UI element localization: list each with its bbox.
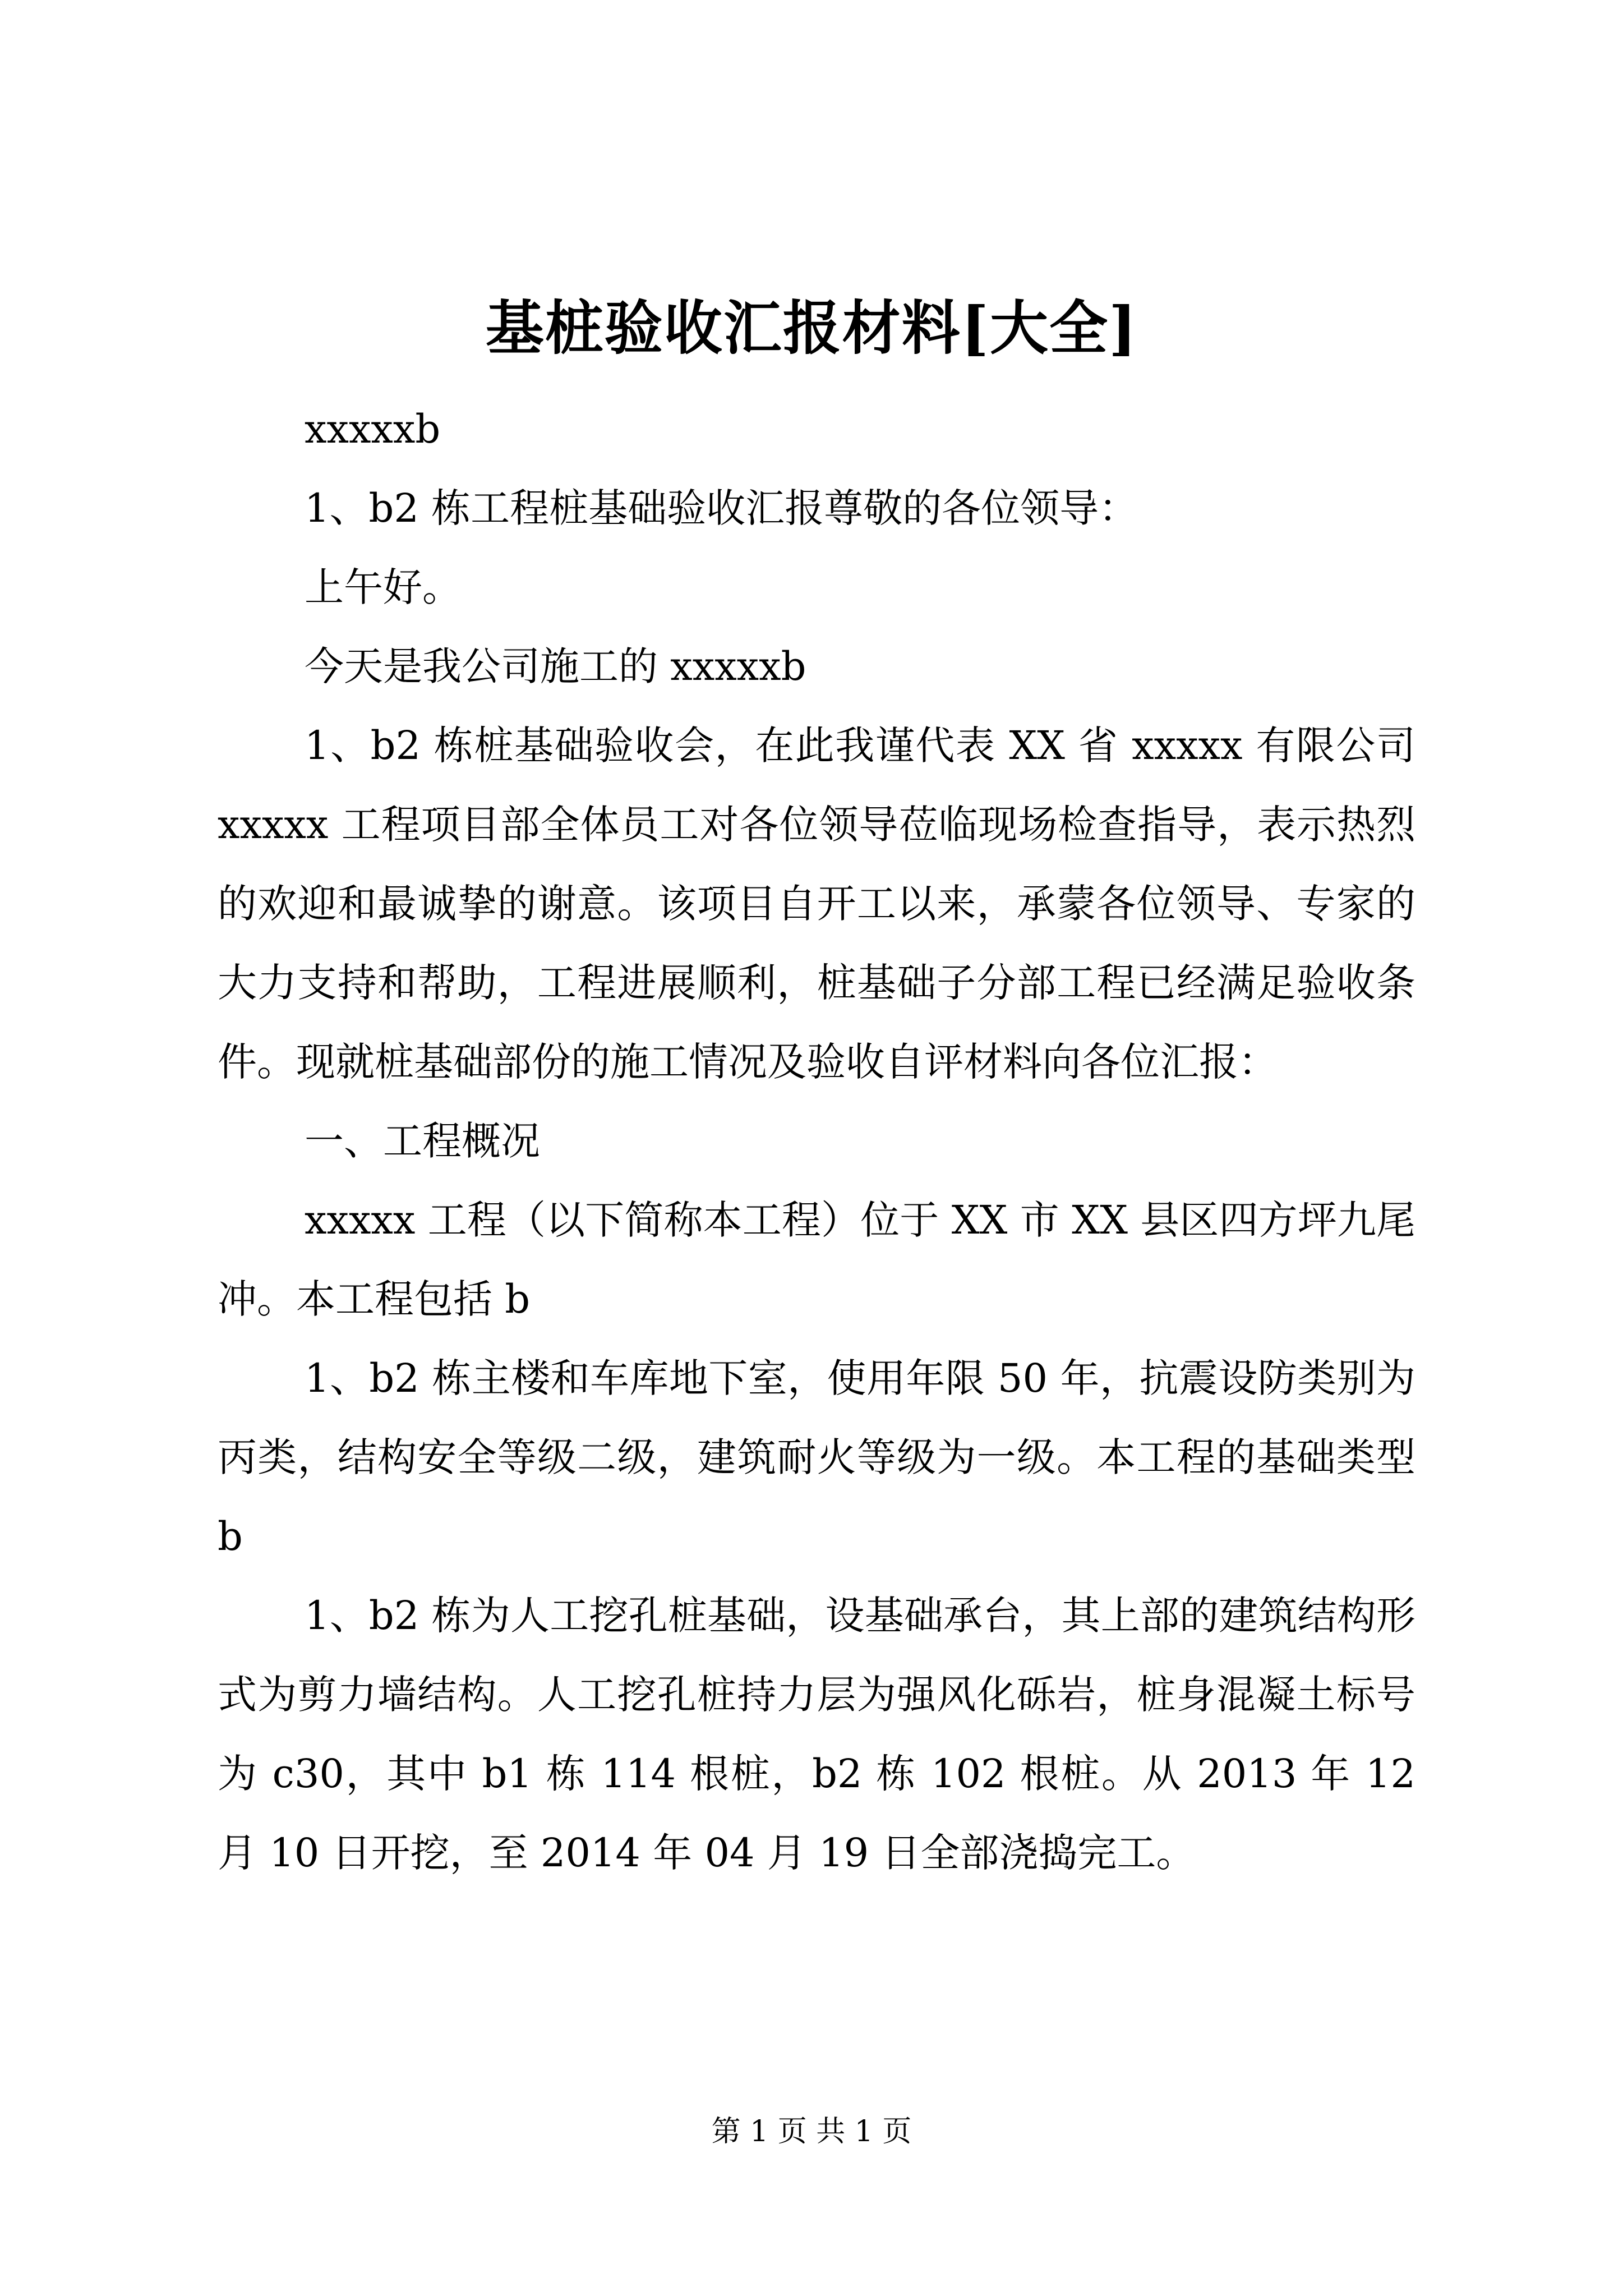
document-body [218, 390, 1415, 1893]
paragraph: xxxxx 工程（以下简称本工程）位于 XX 市 XX 县区四方坪九尾冲。本工程包括 b [218, 1197, 1415, 1322]
paragraph: 1、b2 栋为人工挖孔桩基础，设基础承台，其上部的建筑结构形式为剪力墙结构。人工挖孔桩持力层为强风化砾岩，桩身混凝土标号为 c30，其中 b1 栋 114 根桩，b2 栋 102 根桩。从 2013 年 12 月 10 日开挖，至 2014 年 04 月 19 日全部浇捣完工。 [218, 1593, 1415, 1876]
paragraph: 1、b2 栋主楼和车库地下室，使用年限 50 年，抗震设防类别为丙类，结构安全等级二级，建筑耐火等级为一级。本工程的基础类型 b [218, 1355, 1415, 1559]
paragraph: 1、b2 栋桩基础验收会，在此我谨代表 XX 省 xxxxx 有限公司 xxxxx 工程项目部全体员工对各位领导莅临现场检查指导，表示热烈的欢迎和最诚挚的谢意。该项目自开工以来，承蒙各位领导、专家的大力支持和帮助，工程进展顺利，桩基础子分部工程已经满足验收条件。现就桩基础部份的施工情况及验收自评材料向各位汇报： [218, 723, 1415, 1085]
page-footer: 第 1 页 共 1 页 [711, 2115, 912, 2148]
paragraph: 上午好。 [305, 564, 462, 610]
paragraph: 1、b2 栋工程桩基础验收汇报尊敬的各位领导： [305, 485, 1138, 531]
section-heading: 一、工程概况 [305, 1118, 540, 1164]
paragraph: xxxxxb [305, 406, 441, 452]
document-title: 基桩验收汇报材料[大全] [485, 293, 1138, 362]
paragraph: 今天是我公司施工的 xxxxxb [305, 643, 806, 689]
